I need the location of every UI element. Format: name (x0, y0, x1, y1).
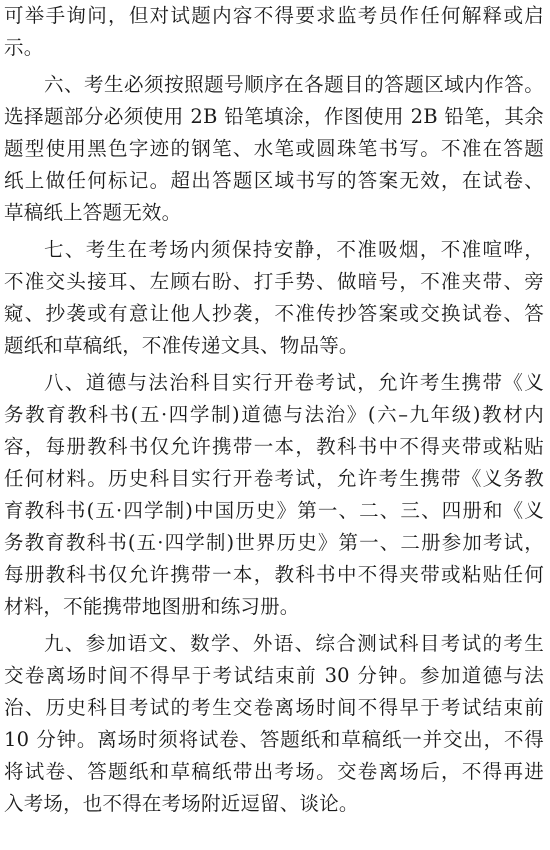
text-line: 将试卷、答题纸和草稿纸带出考场。交卷离场后，不得再进 (4, 760, 544, 783)
text-line: 10 分钟。离场时须将试卷、答题纸和草稿纸一并交出，不得 (4, 728, 544, 751)
text-line: 选择题部分必须使用 2B 铅笔填涂，作图使用 2B 铅笔，其余 (4, 105, 544, 128)
text-line: 八、道德与法治科目实行开卷考试，允许考生携带《义 (44, 371, 544, 394)
text-line: 不准交头接耳、左顾右盼、打手势、做暗号，不准夹带、旁 (4, 270, 544, 293)
text-line: 每册教科书仅允许携带一本，教科书中不得夹带或粘贴任何 (4, 563, 544, 586)
paragraph-7 (4, 234, 544, 362)
text-line: 治、历史科目考试的考生交卷离场时间不得早于考试结束前 (4, 696, 544, 719)
text-line: 容，每册教科书仅允许携带一本，教科书中不得夹带或粘贴 (4, 435, 544, 458)
text-line: 题型使用黑色字迹的钢笔、水笔或圆珠笔书写。不准在答题 (4, 137, 544, 160)
document-page (4, 0, 544, 820)
text-line: 示。 (4, 36, 44, 59)
text-line: 任何材料。历史科目实行开卷考试，允许考生携带《义务教 (4, 467, 544, 490)
text-line: 可举手询问，但对试题内容不得要求监考员作任何解释或启 (4, 4, 544, 27)
text-line: 九、参加语文、数学、外语、综合测试科目考试的考生 (44, 632, 544, 655)
paragraph-8 (4, 367, 544, 623)
paragraph-9 (4, 628, 544, 820)
text-line: 七、考生在考场内须保持安静，不准吸烟，不准喧哗， (44, 238, 544, 261)
text-line: 交卷离场时间不得早于考试结束前 30 分钟。参加道德与法 (4, 664, 544, 687)
text-line: 题纸和草稿纸，不准传递文具、物品等。 (4, 334, 359, 357)
text-line: 纸上做任何标记。超出答题区域书写的答案无效，在试卷、 (4, 169, 544, 192)
paragraph-6 (4, 69, 544, 229)
paragraph-5-tail (4, 0, 544, 64)
text-line: 入考场，也不得在考场附近逗留、谈论。 (4, 792, 359, 815)
text-line: 草稿纸上答题无效。 (4, 201, 182, 224)
text-line: 务教育教科书(五·四学制)道德与法治》(六–九年级)教材内 (4, 403, 544, 426)
text-line: 务教育教科书(五·四学制)世界历史》第一、二册参加考试， (4, 531, 544, 554)
text-line: 六、考生必须按照题号顺序在各题目的答题区域内作答。 (44, 73, 544, 96)
text-line: 育教科书(五·四学制)中国历史》第一、二、三、四册和《义 (4, 499, 544, 522)
text-line: 材料，不能携带地图册和练习册。 (4, 595, 300, 618)
text-line: 窥、抄袭或有意让他人抄袭，不准传抄答案或交换试卷、答 (4, 302, 544, 325)
